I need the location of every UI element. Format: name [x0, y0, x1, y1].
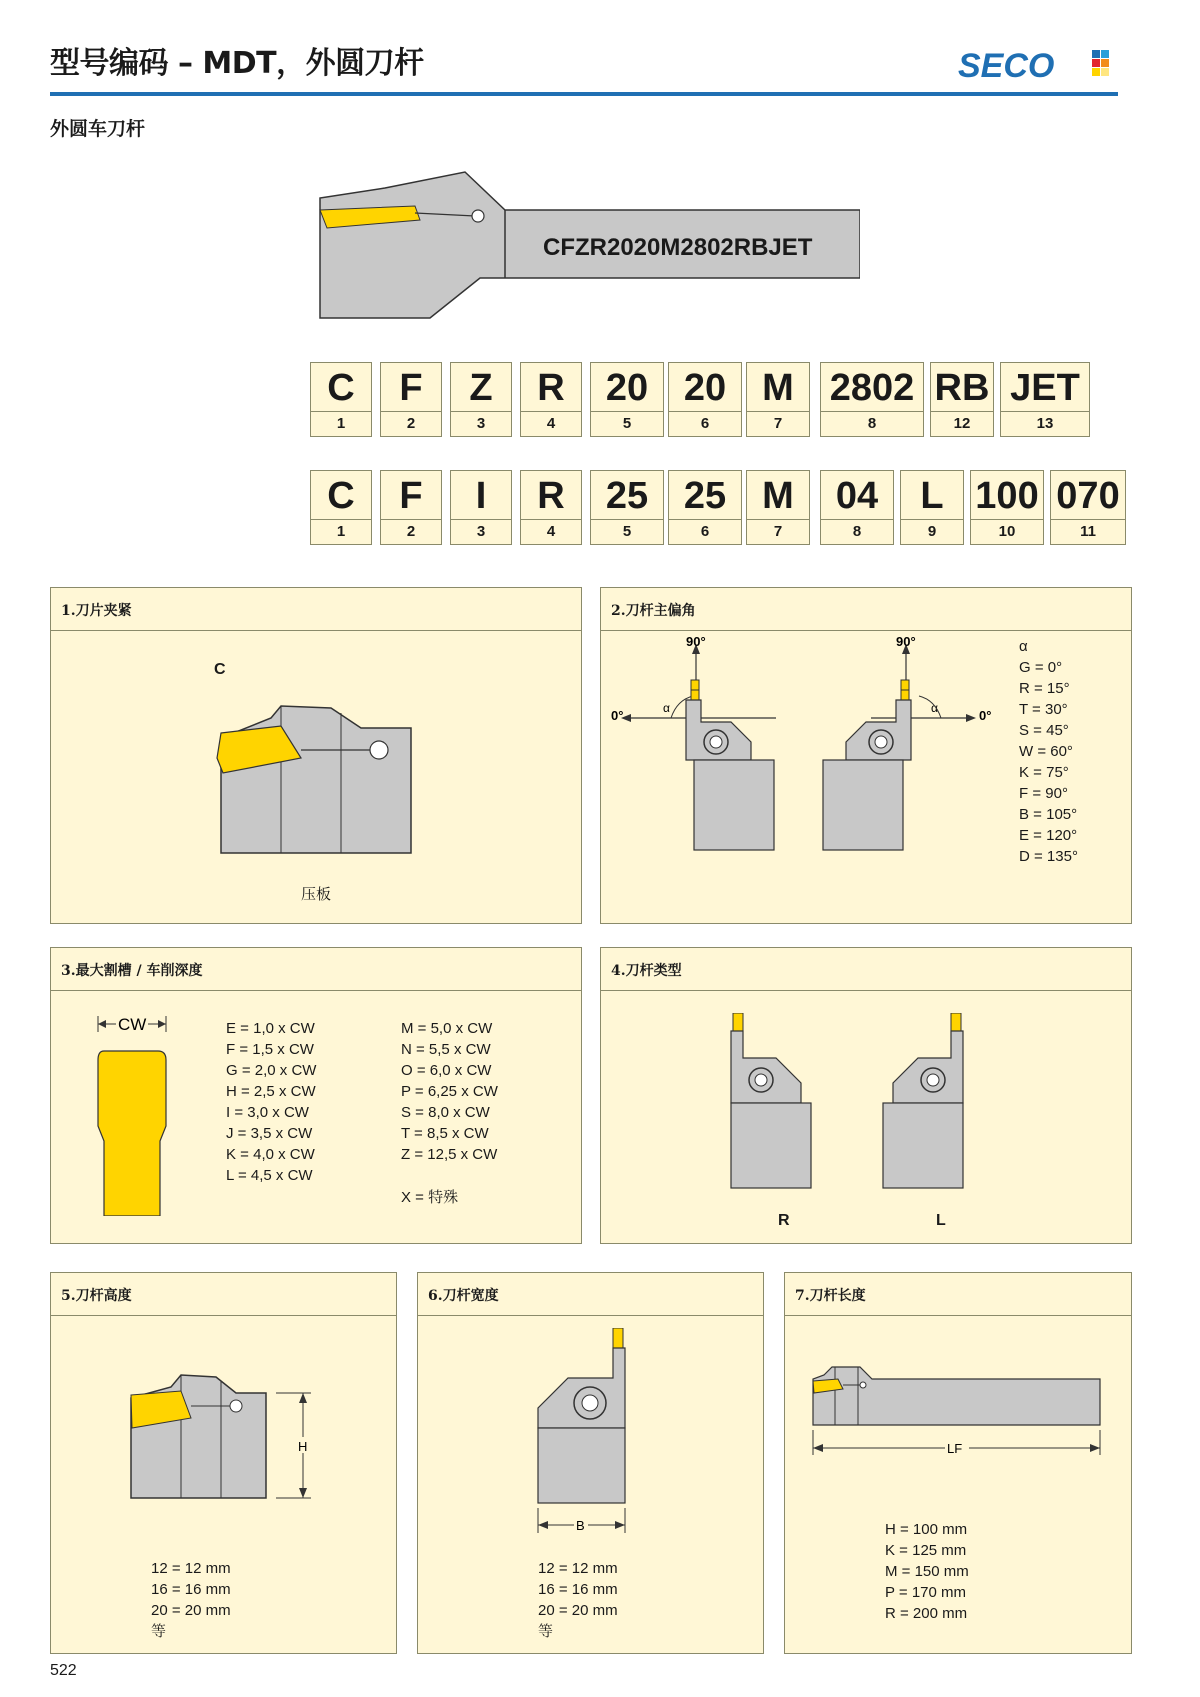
code-char: R	[521, 363, 581, 412]
list-item: F = 90°	[1019, 785, 1068, 802]
code-box	[746, 362, 810, 437]
list-item: 等	[151, 1623, 167, 1640]
code-position: 2	[406, 523, 416, 540]
code-box	[746, 470, 810, 545]
panel-header	[418, 1273, 763, 1316]
list-item: K = 125 mm	[885, 1542, 967, 1559]
code-char: Z	[451, 363, 511, 412]
code-position: 13	[1036, 415, 1054, 432]
section-subtitle: 外圆车刀杆	[50, 118, 146, 140]
code-position: 3	[476, 523, 486, 540]
code-char: 2802	[821, 363, 923, 412]
code-position: 2	[406, 415, 416, 432]
code-box	[380, 362, 442, 437]
header-rule	[50, 92, 1118, 96]
code-position: 6	[700, 523, 710, 540]
code-box	[970, 470, 1044, 545]
code-position: 10	[998, 523, 1016, 540]
list-item: R = 200 mm	[885, 1605, 968, 1622]
list-item: G = 0°	[1019, 659, 1063, 676]
approach-angle-diagram	[601, 630, 1001, 922]
panel-title: 5.刀杆高度	[61, 1288, 132, 1304]
list-item: 12 = 12 mm	[151, 1560, 231, 1577]
panel-title: 6.刀杆宽度	[428, 1288, 499, 1304]
panel-header	[785, 1273, 1131, 1316]
panel-header	[51, 1273, 396, 1316]
code-char: C	[311, 363, 371, 412]
code-position: 4	[546, 415, 556, 432]
code-box	[450, 470, 512, 545]
panel-title: 3.最大割槽 / 车削深度	[61, 963, 203, 979]
svg-text:0°: 0°	[979, 708, 992, 723]
holder-type-right: R	[778, 1212, 790, 1229]
panel-holder-type	[600, 947, 1132, 1244]
depth-list-1	[226, 1018, 316, 1186]
code-box	[668, 470, 742, 545]
code-char: 04	[821, 471, 893, 520]
code-char: R	[521, 471, 581, 520]
panel-holder-height	[50, 1272, 397, 1654]
code-position: 3	[476, 415, 486, 432]
code-position: 5	[622, 415, 632, 432]
panel-header	[51, 948, 581, 991]
list-item: H = 100 mm	[885, 1521, 968, 1538]
list-item: Z = 12,5 x CW	[401, 1146, 498, 1163]
list-item: P = 6,25 x CW	[401, 1083, 498, 1100]
code-char: I	[451, 471, 511, 520]
list-item: E = 120°	[1019, 827, 1078, 844]
code-position: 6	[700, 415, 710, 432]
code-box	[900, 470, 964, 545]
list-item: M = 150 mm	[885, 1563, 969, 1580]
panel-header	[601, 948, 1131, 991]
clamp-letter: C	[214, 661, 226, 678]
code-box	[590, 362, 664, 437]
code-box	[310, 470, 372, 545]
code-box	[310, 362, 372, 437]
hero-tool-illustration	[315, 168, 860, 328]
page-number: 522	[50, 1662, 77, 1679]
code-box	[820, 470, 894, 545]
list-item: S = 8,0 x CW	[401, 1104, 490, 1121]
list-item: S = 45°	[1019, 722, 1069, 739]
code-box	[930, 362, 994, 437]
list-item: P = 170 mm	[885, 1584, 967, 1601]
code-box	[820, 362, 924, 437]
panel-title: 4.刀杆类型	[611, 963, 682, 979]
code-box	[520, 470, 582, 545]
list-item: L = 4,5 x CW	[226, 1167, 313, 1184]
code-position: 7	[773, 415, 783, 432]
code-box	[1050, 470, 1126, 545]
code-box	[590, 470, 664, 545]
code-position: 12	[953, 415, 971, 432]
code-char: 20	[591, 363, 663, 412]
list-item: 等	[538, 1623, 554, 1640]
list-item: M = 5,0 x CW	[401, 1020, 493, 1037]
list-item: 20 = 20 mm	[151, 1602, 231, 1619]
list-item: T = 30°	[1019, 701, 1068, 718]
panel-holder-length	[784, 1272, 1132, 1654]
panel-insert-clamping	[50, 587, 582, 924]
list-item: J = 3,5 x CW	[226, 1125, 313, 1142]
code-position: 1	[336, 415, 346, 432]
panel-holder-width	[417, 1272, 764, 1654]
code-char: 20	[669, 363, 741, 412]
code-position: 1	[336, 523, 346, 540]
code-char: 25	[591, 471, 663, 520]
list-item: 16 = 16 mm	[151, 1581, 231, 1598]
panel-title: 2.刀杆主偏角	[611, 603, 696, 619]
alpha-symbol: α	[1019, 638, 1028, 655]
code-box	[668, 362, 742, 437]
list-item: 20 = 20 mm	[538, 1602, 618, 1619]
svg-text:B: B	[576, 1518, 585, 1533]
brand-text: SECO	[958, 47, 1055, 84]
height-list	[151, 1558, 231, 1642]
list-item: K = 75°	[1019, 764, 1069, 781]
list-item: T = 8,5 x CW	[401, 1125, 489, 1142]
list-item: E = 1,0 x CW	[226, 1020, 315, 1037]
approach-angle-list	[1019, 636, 1078, 867]
list-item: G = 2,0 x CW	[226, 1062, 317, 1079]
panel-max-depth	[50, 947, 582, 1244]
svg-text:90°: 90°	[896, 634, 916, 649]
list-item: D = 135°	[1019, 848, 1078, 865]
code-char: M	[747, 471, 809, 520]
code-box	[520, 362, 582, 437]
svg-text:CW: CW	[118, 1016, 147, 1034]
width-diagram	[518, 1328, 658, 1538]
list-item: 12 = 12 mm	[538, 1560, 618, 1577]
code-char: 25	[669, 471, 741, 520]
width-list	[538, 1558, 618, 1642]
clamp-caption: 压板	[301, 886, 332, 903]
svg-text:H: H	[298, 1439, 308, 1454]
list-item: F = 1,5 x CW	[226, 1041, 314, 1058]
list-item: 16 = 16 mm	[538, 1581, 618, 1598]
code-box	[450, 362, 512, 437]
hero-code: CFZR2020M2802RBJET	[543, 234, 813, 261]
depth-list-2	[401, 1018, 498, 1165]
code-char: 100	[971, 471, 1043, 520]
holder-type-diagram	[721, 1013, 981, 1193]
list-item: K = 4,0 x CW	[226, 1146, 315, 1163]
code-char: 070	[1051, 471, 1125, 520]
code-char: JET	[1001, 363, 1089, 412]
code-char: RB	[931, 363, 993, 412]
panel-title: 7.刀杆长度	[795, 1288, 866, 1304]
code-position: 7	[773, 523, 783, 540]
code-char: F	[381, 363, 441, 412]
list-item: N = 5,5 x CW	[401, 1041, 491, 1058]
length-list	[885, 1519, 969, 1624]
panel-header	[601, 588, 1131, 631]
list-item: H = 2,5 x CW	[226, 1083, 316, 1100]
panel-header	[51, 588, 581, 631]
svg-text:α: α	[663, 701, 670, 715]
svg-text:90°: 90°	[686, 634, 706, 649]
panel-title: 1.刀片夹紧	[61, 603, 132, 619]
code-char: F	[381, 471, 441, 520]
cw-diagram	[96, 1016, 176, 1216]
code-char: C	[311, 471, 371, 520]
list-item: O = 6,0 x CW	[401, 1062, 492, 1079]
length-diagram	[810, 1365, 1110, 1465]
code-position: 5	[622, 523, 632, 540]
code-position: 11	[1080, 523, 1096, 540]
depth-special: X = 特殊	[401, 1189, 459, 1206]
list-item: B = 105°	[1019, 806, 1078, 823]
holder-type-left: L	[936, 1212, 946, 1229]
code-char: L	[901, 471, 963, 520]
list-item: R = 15°	[1019, 680, 1070, 697]
height-diagram	[126, 1373, 326, 1503]
code-position: 8	[852, 523, 862, 540]
code-position: 4	[546, 523, 556, 540]
list-item: I = 3,0 x CW	[226, 1104, 309, 1121]
list-item: W = 60°	[1019, 743, 1073, 760]
code-position: 8	[867, 415, 877, 432]
svg-text:α: α	[931, 701, 938, 715]
code-char: M	[747, 363, 809, 412]
code-position: 9	[927, 523, 937, 540]
svg-text:0°: 0°	[611, 708, 624, 723]
seco-logo	[958, 44, 1118, 84]
page-title: 型号编码 – MDT，外圆刀杆	[50, 46, 424, 81]
panel-approach-angle	[600, 587, 1132, 924]
code-box	[1000, 362, 1090, 437]
code-box	[380, 470, 442, 545]
svg-text:LF: LF	[947, 1441, 963, 1456]
clamp-illustration	[211, 698, 471, 858]
